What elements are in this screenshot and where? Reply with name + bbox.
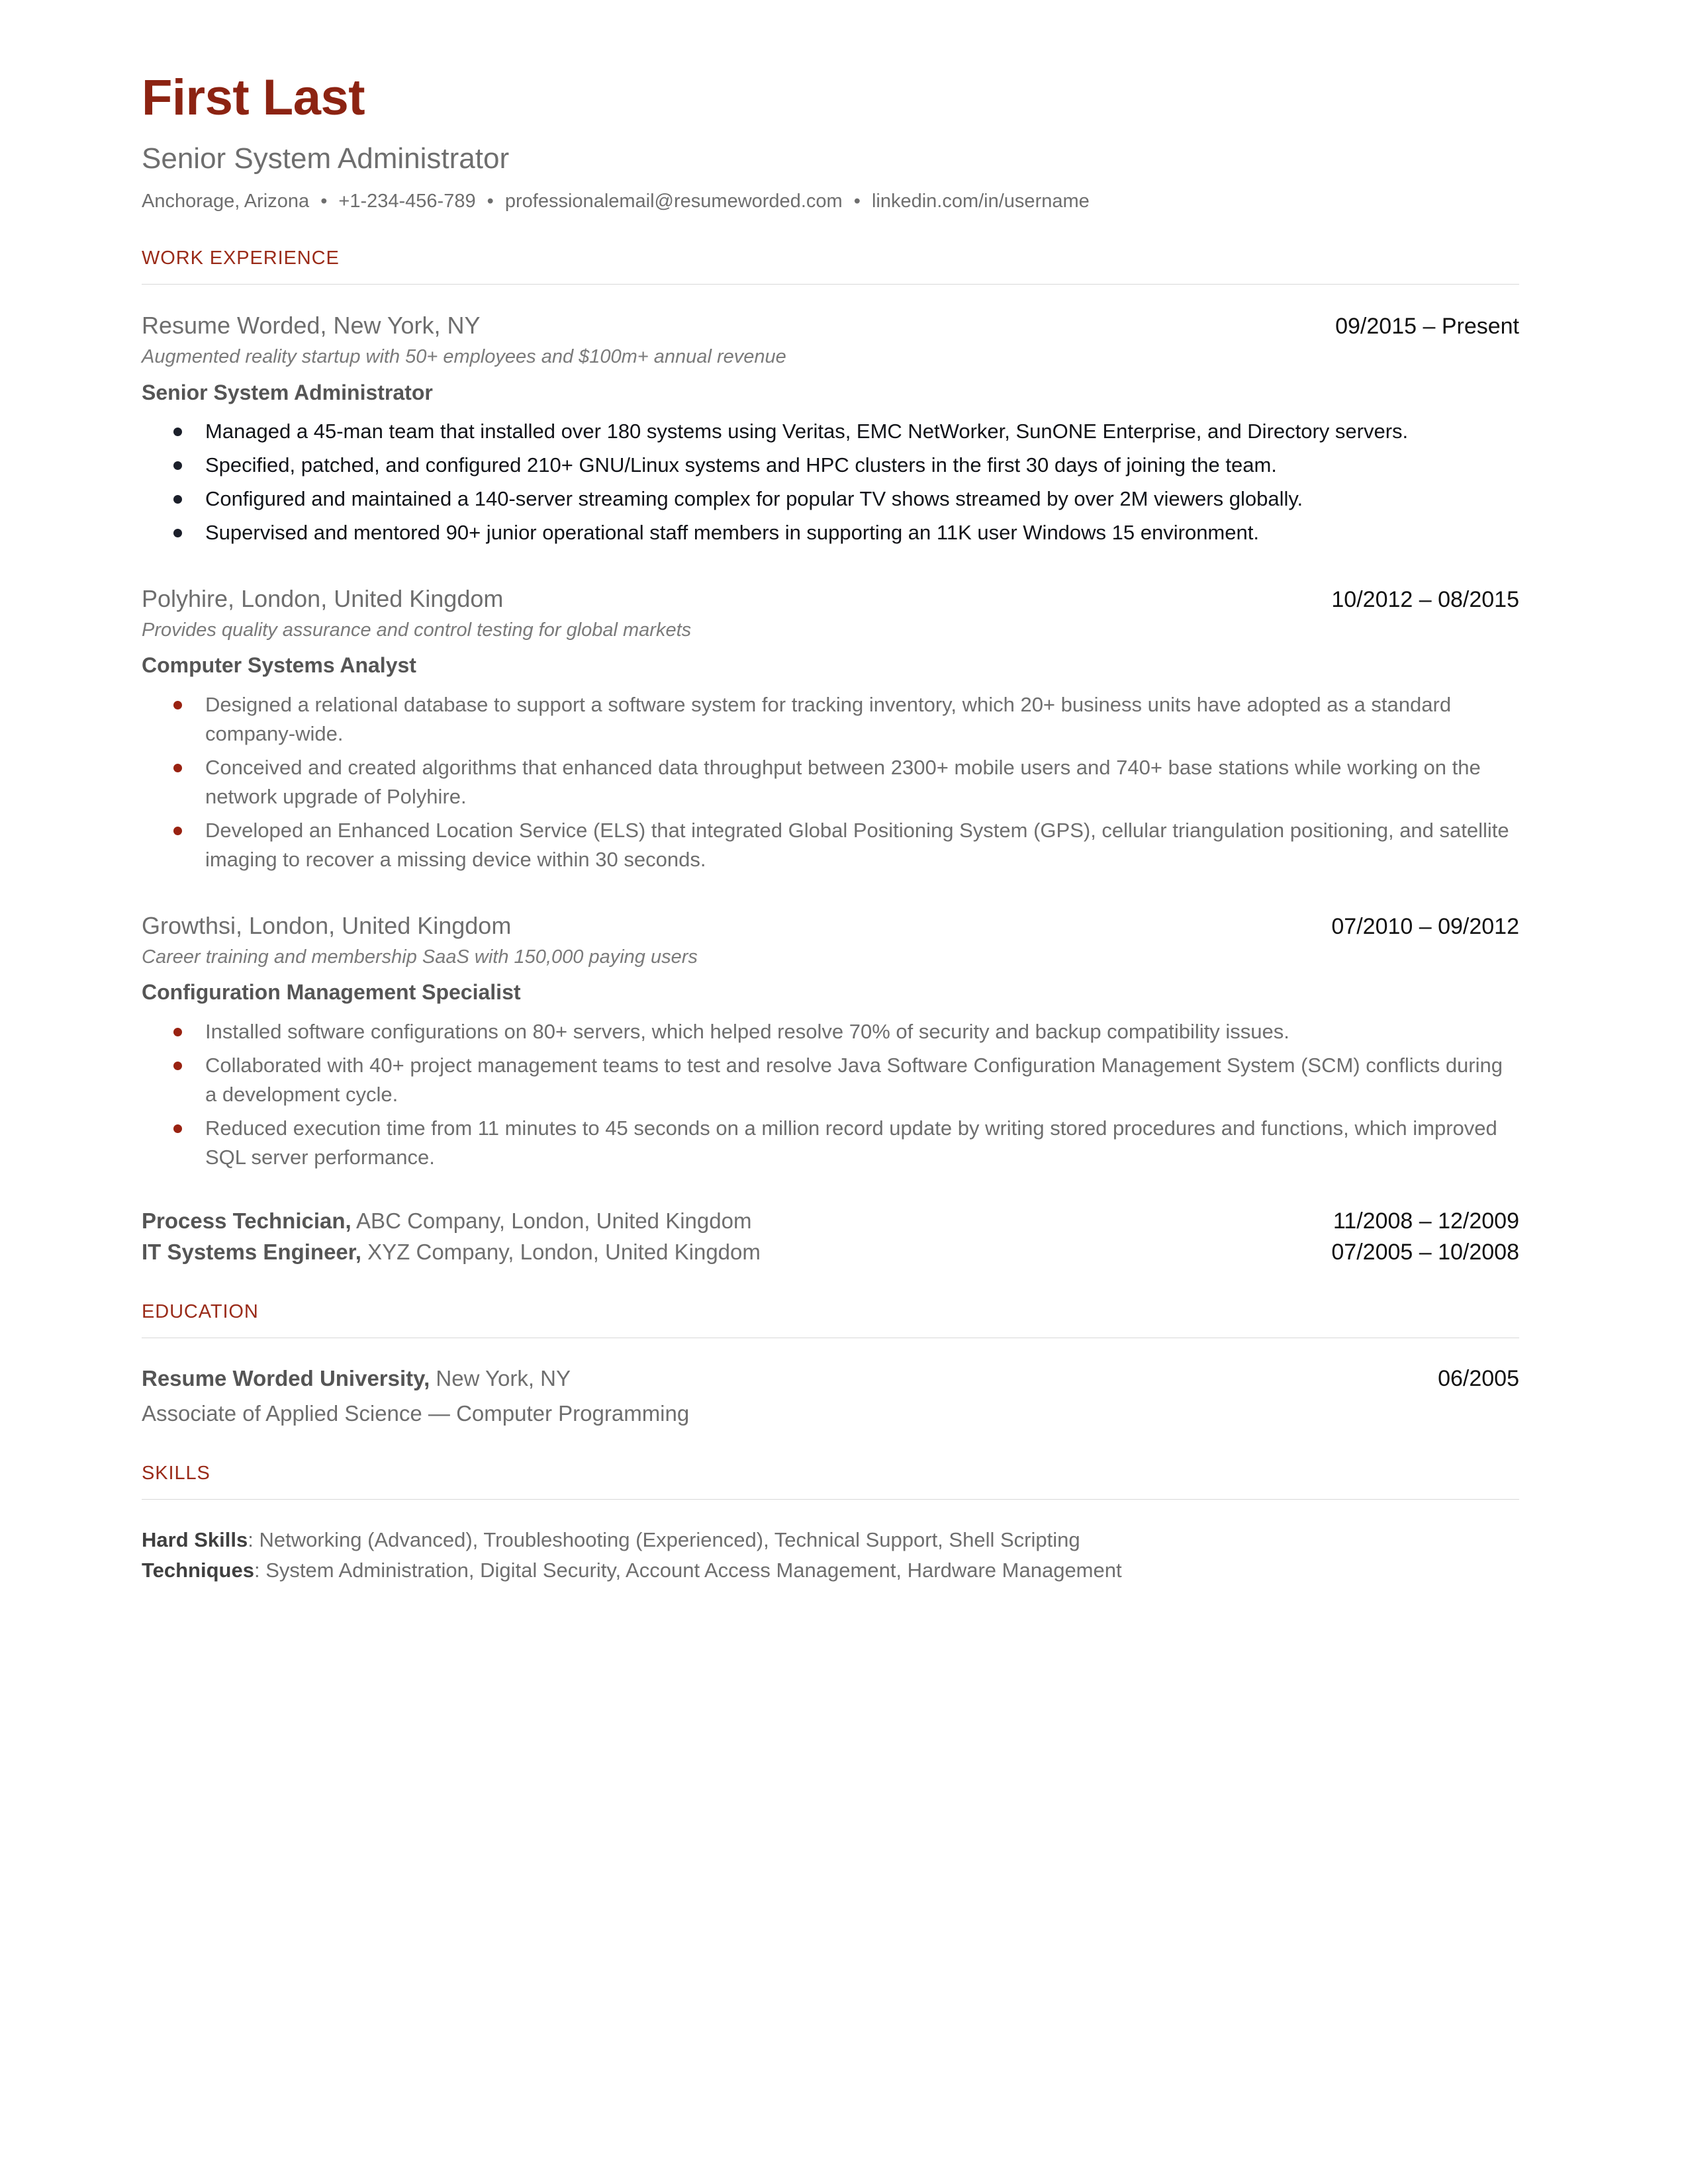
job-company: Growthsi, London, United Kingdom [142,911,512,939]
job-bullet [142,816,1519,874]
compact-job-title: Process Technician, [142,1208,352,1233]
section-divider-skills [142,1499,1519,1500]
contact-email[interactable]: professionalemail@resumeworded.com [504,190,843,212]
compact-job-title: IT Systems Engineer, [142,1240,361,1265]
compact-job-entry [142,1206,1519,1236]
job-dates: 07/2010 – 09/2012 [1331,913,1519,939]
job-bullet-list [142,1017,1519,1172]
job-dates: 09/2015 – Present [1335,314,1519,340]
section-work-experience [142,248,1519,1267]
job-entry [142,584,1519,874]
job-bullet-text: Developed an Enhanced Location Service (ELS) that integrated Global Positioning System (GPS), cellular triangulation positioning, and satellite imaging to recover a missing device within 30 seconds. [205,818,1509,871]
education-degree: Associate of Applied Science — Computer Programming [142,1400,690,1426]
job-bullet [142,451,1519,480]
skill-values: : System Administration, Digital Security, Account Access Management, Hardware Management [254,1558,1122,1582]
job-company: Resume Worded, New York, NY [142,312,481,340]
job-tagline: Career training and membership SaaS with 150,000 paying users [142,946,698,968]
job-role: Configuration Management Specialist [142,980,521,1005]
job-tagline: Augmented reality startup with 50+ employees and $100m+ annual revenue [142,346,786,368]
contact-phone: +1-234-456-789 [338,190,476,212]
contact-line [142,189,1519,213]
compact-job-company: XYZ Company, London, United Kingdom [361,1240,761,1265]
compact-job-label [142,1238,761,1267]
skills-body [142,1526,1519,1584]
education-school-name: Resume Worded University, [142,1365,430,1390]
job-bullet-text: Supervised and mentored 90+ junior operational staff members in supporting an 11K user Windows 15 environment. [205,520,1259,544]
contact-separator-1: • [320,190,328,212]
job-role: Senior System Administrator [142,380,433,404]
job-tagline: Provides quality assurance and control testing for global markets [142,619,692,641]
skill-line [142,1557,1519,1584]
section-education [142,1301,1519,1428]
skill-label: Techniques [142,1558,254,1582]
job-bullet-text: Conceived and created algorithms that enhanced data throughput between 2300+ mobile users and 740+ base stations while working on the network upgrade of Polyhire. [205,755,1481,808]
section-title-work: WORK EXPERIENCE [142,248,340,269]
education-entry [142,1365,1519,1428]
section-title-education: EDUCATION [142,1300,259,1322]
job-entry [142,911,1519,1172]
education-header-row [142,1365,1519,1393]
job-bullet-text: Managed a 45-man team that installed over 180 systems using Veritas, EMC NetWorker, SunONE Enterprise, and Directory servers. [205,419,1409,443]
contact-separator-2: • [487,190,494,212]
job-bullet [142,1051,1519,1109]
job-bullet [142,417,1519,446]
candidate-name: First Last [142,69,365,126]
job-bullet [142,518,1519,547]
job-bullet-text: Designed a relational database to support a software system for tracking inventory, which 20+ business units have adopted as a standard company-wide. [205,692,1452,745]
skill-line [142,1526,1519,1554]
section-title-skills: SKILLS [142,1462,211,1484]
job-company: Polyhire, London, United Kingdom [142,584,504,612]
skill-label: Hard Skills [142,1527,248,1551]
job-header-row [142,911,1519,940]
skill-values: : Networking (Advanced), Troubleshooting (Experienced), Technical Support, Shell Scripting [248,1527,1080,1551]
job-bullet [142,753,1519,811]
contact-location: Anchorage, Arizona [142,190,310,212]
job-dates: 10/2012 – 08/2015 [1331,586,1519,612]
job-bullet-text: Reduced execution time from 11 minutes to 45 seconds on a million record update by writing stored procedures and functions, which improved SQL server performance. [205,1116,1497,1169]
job-header-row [142,311,1519,340]
compact-job-dates: 11/2008 – 12/2009 [1333,1208,1519,1234]
compact-job-label [142,1206,751,1236]
compact-job-company: ABC Company, London, United Kingdom [351,1208,752,1233]
job-header-row [142,584,1519,613]
job-bullet-list [142,417,1519,547]
job-bullet [142,484,1519,514]
job-bullet-text: Configured and maintained a 140-server streaming complex for popular TV shows streamed by over 2M viewers globally. [205,486,1303,510]
contact-linkedin[interactable]: linkedin.com/in/username [871,190,1090,212]
section-divider-work [142,284,1519,285]
section-skills [142,1463,1519,1584]
education-school-location: New York, NY [430,1365,571,1390]
resume-header [142,71,1519,213]
compact-job-dates: 07/2005 – 10/2008 [1331,1240,1519,1265]
job-bullet [142,1017,1519,1046]
compact-job-list [142,1206,1519,1267]
job-bullet-text: Specified, patched, and configured 210+ GNU/Linux systems and HPC clusters in the first 30 days of joining the team. [205,453,1277,477]
education-date: 06/2005 [1438,1365,1519,1391]
contact-separator-3: • [853,190,861,212]
job-bullet [142,690,1519,749]
job-bullet-text: Installed software configurations on 80+ servers, which helped resolve 70% of security and backup compatibility issues. [205,1019,1289,1043]
candidate-headline: Senior System Administrator [142,142,510,175]
job-entry [142,311,1519,547]
job-bullet-text: Collaborated with 40+ project management teams to test and resolve Java Software Configuration Management System (SCM) conflicts during a development cycle. [205,1053,1503,1106]
job-bullet-list [142,690,1519,874]
job-bullet [142,1114,1519,1172]
education-school [142,1365,571,1393]
job-role: Computer Systems Analyst [142,653,416,678]
compact-job-entry [142,1238,1519,1267]
